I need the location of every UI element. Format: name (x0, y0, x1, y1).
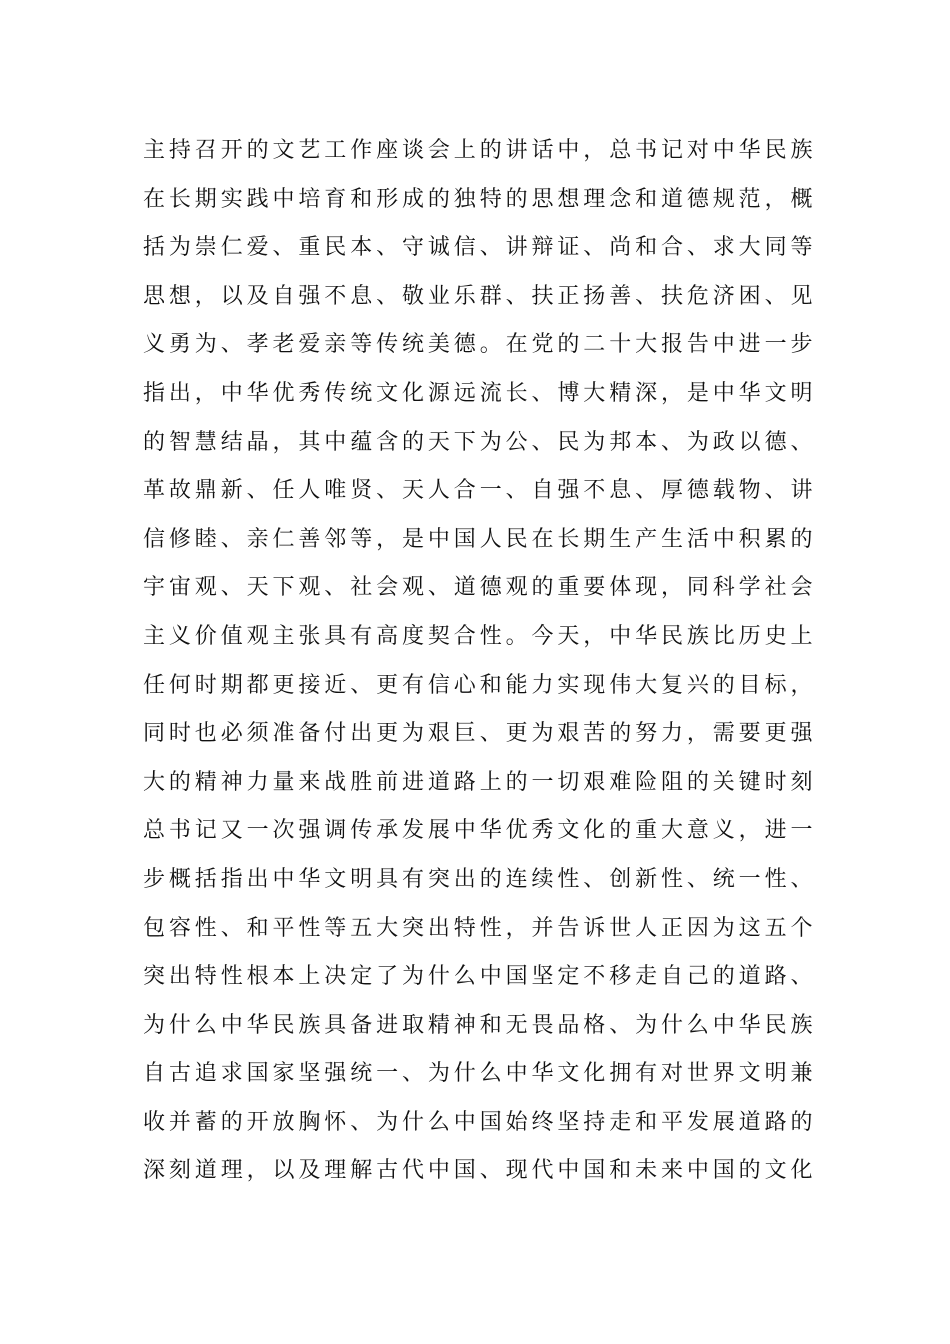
text-line: 思想，以及自强不息、敬业乐群、扶正扬善、扶危济困、见 (143, 283, 813, 309)
text-line: 括为崇仁爱、重民本、守诚信、讲辩证、尚和合、求大同等 (143, 235, 813, 261)
text-line: 义勇为、孝老爱亲等传统美德。在党的二十大报告中进一步 (143, 332, 813, 358)
text-line: 总书记又一次强调传承发展中华优秀文化的重大意义，进一 (143, 818, 813, 844)
text-line: 指出，中华优秀传统文化源远流长、博大精深，是中华文明 (143, 380, 813, 406)
text-line: 革故鼎新、任人唯贤、天人合一、自强不息、厚德载物、讲 (143, 478, 813, 504)
text-line: 在长期实践中培育和形成的独特的思想理念和道德规范，概 (143, 186, 813, 212)
text-line: 突出特性根本上决定了为什么中国坚定不移走自己的道路、 (143, 964, 813, 990)
text-line: 的智慧结晶，其中蕴含的天下为公、民为邦本、为政以德、 (143, 429, 813, 455)
body-text (143, 127, 813, 1196)
text-line: 自古追求国家坚强统一、为什么中华文化拥有对世界文明兼 (143, 1061, 813, 1087)
text-line: 主持召开的文艺工作座谈会上的讲话中，总书记对中华民族 (143, 138, 813, 163)
text-line: 大的精神力量来战胜前进道路上的一切艰难险阻的关键时刻 (143, 769, 813, 795)
text-line: 包容性、和平性等五大突出特性，并告诉世人正因为这五个 (143, 915, 813, 941)
text-line: 为什么中华民族具备进取精神和无畏品格、为什么中华民族 (143, 1012, 813, 1038)
text-line: 主义价值观主张具有高度契合性。今天，中华民族比历史上 (143, 623, 813, 649)
text-line: 同时也必须准备付出更为艰巨、更为艰苦的努力，需要更强 (143, 721, 813, 747)
text-line: 信修睦、亲仁善邻等，是中国人民在长期生产生活中积累的 (143, 526, 813, 552)
text-line: 步概括指出中华文明具有突出的连续性、创新性、统一性、 (143, 866, 813, 892)
text-line: 收并蓄的开放胸怀、为什么中国始终坚持走和平发展道路的 (143, 1109, 813, 1135)
text-line: 深刻道理，以及理解古代中国、现代中国和未来中国的文化 (143, 1158, 813, 1184)
text-line: 宇宙观、天下观、社会观、道德观的重要体现，同科学社会 (143, 575, 813, 601)
text-line: 任何时期都更接近、更有信心和能力实现伟大复兴的目标， (143, 672, 813, 698)
